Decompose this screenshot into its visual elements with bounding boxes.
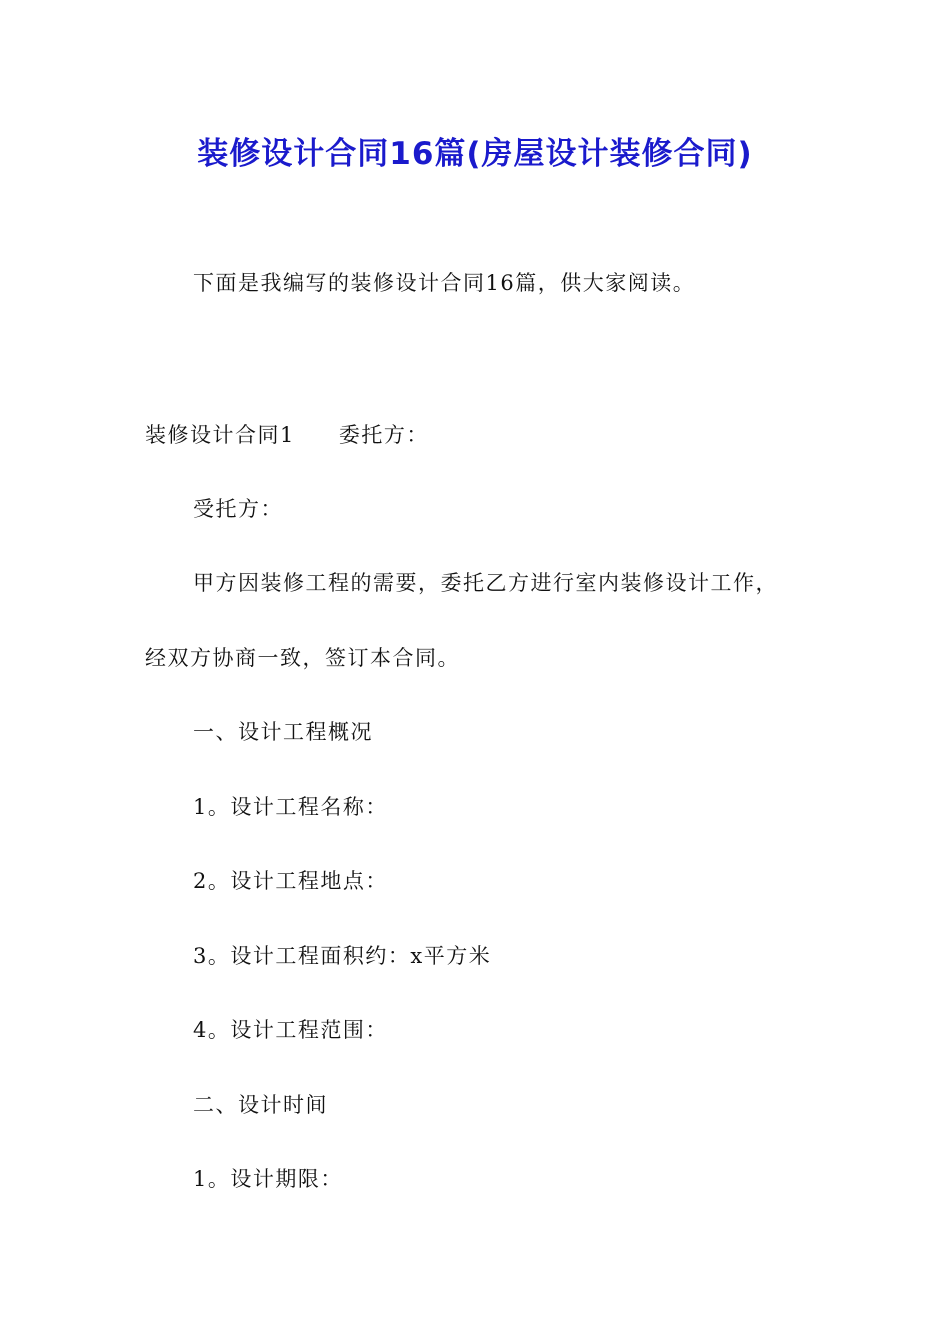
contractor-label: 受托方： (193, 497, 283, 521)
list-item: 2。设计工程地点： (193, 869, 388, 893)
list-item: 3。设计工程面积约：x平方米 (193, 944, 492, 968)
list-item: 1。设计期限： (193, 1167, 343, 1191)
list-item: 4。设计工程范围： (193, 1018, 388, 1042)
list-item: 二、设计时间 (193, 1093, 328, 1117)
document-title: 装修设计合同16篇(房屋设计装修合同) (197, 136, 753, 172)
client-label: 委托方： (338, 423, 429, 447)
paragraph-line-2: 经双方协商一致，签订本合同。 (145, 646, 460, 670)
list-item: 1。设计工程名称： (193, 795, 388, 819)
section-heading: 装修设计合同1 (145, 423, 295, 447)
list-item: 一、设计工程概况 (193, 720, 373, 744)
intro-text: 下面是我编写的装修设计合同16篇，供大家阅读。 (193, 271, 696, 295)
section-heading-line (145, 420, 429, 450)
paragraph-line-1: 甲方因装修工程的需要，委托乙方进行室内装修设计工作， (193, 571, 778, 595)
